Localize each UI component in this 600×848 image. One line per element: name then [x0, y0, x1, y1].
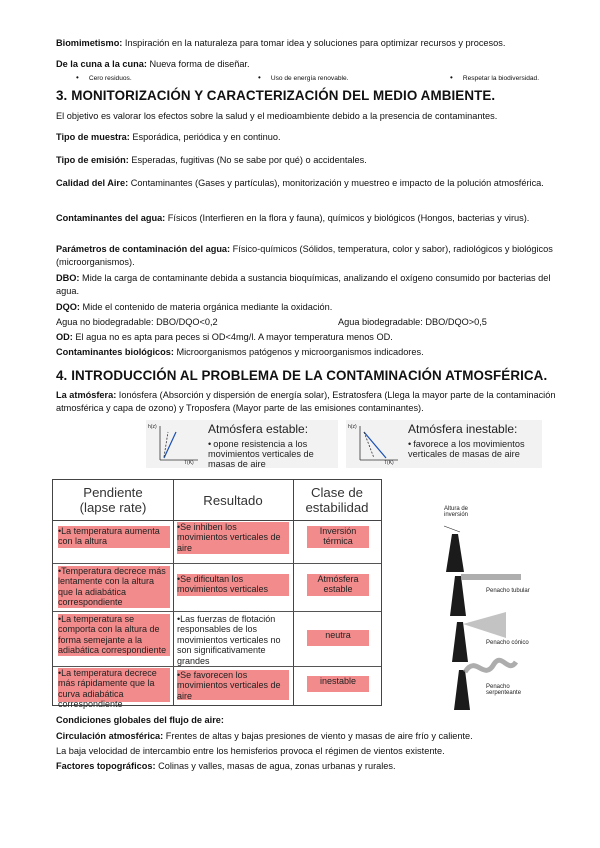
stable-atmosphere-panel [146, 420, 338, 468]
table-cell: •Se inhiben los movimientos verticales de aire [177, 522, 289, 554]
section-3-heading: 3. MONITORIZACIÓN Y CARACTERIZACIÓN DEL MEDIO AMBIENTE. [56, 88, 496, 103]
table-header-pendiente: Pendiente (lapse rate) [53, 480, 173, 521]
objective-paragraph: El objetivo es valorar los efectos sobre la salud y el medioambiente debido a la presencia de contaminantes. [56, 111, 498, 121]
list-item: • Respetar la biodiversidad. [450, 73, 539, 82]
lapse-rate-table [52, 479, 382, 710]
calidad-aire-paragraph: Calidad del Aire: Contaminantes (Gases y partículas), monitorización y muestreo e impacto de la polución atmosférica. [56, 178, 544, 188]
table-header-estabilidad: Clase de estabilidad [293, 480, 381, 521]
no-biodegradable-text: Agua no biodegradable: DBO/DQO<0,2 [56, 317, 218, 327]
stable-description: • opone resistencia a los movimientos verticales de masas de aire [208, 439, 328, 469]
dqo-paragraph: DQO: Mide el contenido de materia orgánica mediante la oxidación. [56, 302, 333, 312]
table-cell: •Temperatura decrece más lentamente con la altura que la adiabática correspondiente [58, 566, 170, 608]
list-item: • Uso de energía renovable. [258, 73, 349, 82]
table-cell: •La temperatura se comporta con la altura de forma semejante a la adiabática correspondiente [58, 614, 170, 656]
plume-label-conico: Penacho cónico [486, 640, 529, 646]
table-cell: Inversión térmica [307, 526, 369, 548]
plume-label-inversion: Altura de inversión [444, 506, 469, 518]
parametros-paragraph: Parámetros de contaminación del agua: Físico-químicos (Sólidos, temperatura, color y sabor), radiológicos y biológicos (microorganismos). [56, 244, 553, 267]
section-4-heading: 4. INTRODUCCIÓN AL PROBLEMA DE LA CONTAMINACIÓN ATMOSFÉRICA. [56, 368, 548, 383]
row-divider [53, 563, 381, 564]
unstable-title: Atmósfera inestable: [408, 422, 518, 436]
stable-title: Atmósfera estable: [208, 422, 309, 436]
muestra-paragraph: Tipo de muestra: Esporádica, periódica y en continuo. [56, 132, 281, 142]
plume-illustrations [436, 504, 566, 714]
stable-axis-x: T(K) [184, 460, 194, 466]
biodegradable-text: Agua biodegradable: DBO/DQO>0,5 [338, 317, 487, 327]
table-cell: Atmósfera estable [307, 574, 369, 596]
table-cell: •Se dificultan los movimientos verticales [177, 574, 289, 596]
plume-label-serpenteante: Penacho serpenteante [486, 684, 522, 696]
cuna-paragraph: De la cuna a la cuna: Nueva forma de diseñar. [56, 59, 250, 69]
unstable-atmosphere-panel [346, 420, 542, 468]
od-paragraph: OD: El agua no es apta para peces si OD<4mg/l. A mayor temperatura menos OD. [56, 332, 393, 342]
atmosfera-paragraph: La atmósfera: Ionósfera (Absorción y dispersión de energía solar), Estratosfera (Llega la mayor parte de la contaminación atmosférica y capa de ozono) y Troposfera (Mayor parte de las emisiones contaminantes). [56, 390, 556, 413]
biomimetismo-paragraph: Biomimetismo: Inspiración en la naturaleza para tomar idea y soluciones para optimizar recursos y procesos. [56, 38, 506, 48]
table-cell: •Las fuerzas de flotación responsables de los movimientos verticales no son significativamente grandes [177, 614, 281, 666]
cuna-bullet-list [56, 73, 576, 85]
emision-paragraph: Tipo de emisión: Esperadas, fugitivas (No se sabe por qué) o accidentales. [56, 155, 367, 165]
table-cell: •La temperatura decrece más rápidamente que la curva adiabática correspondiente [58, 668, 170, 702]
stable-axis-y: h(z) [148, 424, 157, 430]
unstable-axis-y: h(z) [348, 424, 357, 430]
table-cell: •La temperatura aumenta con la altura [58, 526, 170, 548]
table-cell: inestable [307, 676, 369, 692]
unstable-description: • favorece a los movimientos verticales de masas de aire [408, 439, 528, 459]
circulacion-paragraph: Circulación atmosférica: Frentes de altas y bajas presiones de viento y masas de aire frío y caliente. [56, 731, 473, 741]
table-header-resultado: Resultado [173, 480, 293, 521]
unstable-axis-x: T(K) [384, 460, 394, 466]
biologicos-paragraph: Contaminantes biológicos: Microorganismos patógenos y microorganismos indicadores. [56, 347, 424, 357]
row-divider [53, 611, 381, 612]
velocidad-paragraph: La baja velocidad de intercambio entre los hemisferios provoca el régimen de vientos existente. [56, 746, 445, 756]
table-cell: neutra [307, 630, 369, 646]
row-divider [53, 666, 381, 667]
agua-paragraph: Contaminantes del agua: Físicos (Interfieren en la flora y fauna), químicos y biológicos (Hongos, bacterias y virus). [56, 213, 530, 223]
flujo-title: Condiciones globales del flujo de aire: [56, 715, 224, 725]
column-divider [293, 480, 294, 705]
stack-plume-drawing [436, 504, 566, 714]
list-item: • Cero residuos. [76, 73, 132, 82]
column-divider [173, 480, 174, 705]
plume-label-tubular: Penacho tubular [486, 588, 530, 594]
dbo-paragraph: DBO: Mide la carga de contaminante debida a sustancia bioquímicas, analizando el oxígeno consumido por bacterias del agua. [56, 273, 551, 296]
table-cell: •Se favorecen los movimientos verticales de aire [177, 670, 289, 700]
topograficos-paragraph: Factores topográficos: Colinas y valles, masas de agua, zonas urbanas y rurales. [56, 761, 396, 771]
